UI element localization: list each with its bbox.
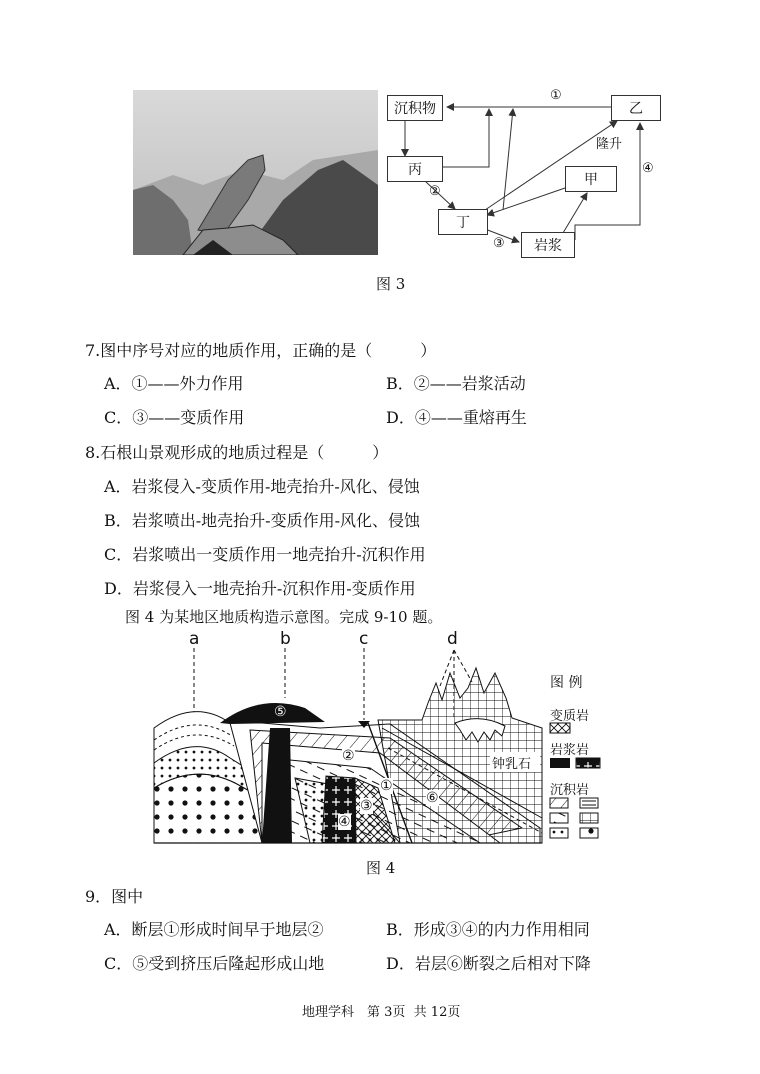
label-5: ⑤ <box>274 704 287 720</box>
question-9-option-b[interactable]: B．形成③④的内力作用相同 <box>386 920 590 939</box>
section-label-a: a <box>189 629 200 649</box>
jia-box: 甲 <box>565 166 617 192</box>
question-9-stem: 9．图中 <box>85 887 144 906</box>
arrow-label-uplift: 隆升 <box>596 137 623 152</box>
question-9-option-c[interactable]: C．⑤受到挤压后隆起形成山地 <box>104 954 325 973</box>
section-label-b: b <box>280 629 291 649</box>
arrow-label-1: ① <box>550 88 562 103</box>
legend-sedimentary: 沉积岩 <box>550 783 590 798</box>
arrow-label-3: ③ <box>493 236 505 251</box>
question-7-option-b[interactable]: B．②——岩浆活动 <box>386 374 526 393</box>
figure-4-intro: 图 4 为某地区地质构造示意图。完成 9-10 题。 <box>125 608 443 626</box>
label-1: ① <box>380 778 393 794</box>
rock-cycle-diagram <box>385 85 670 265</box>
ding-box: 丁 <box>438 209 488 235</box>
question-7-stem: 7.图中序号对应的地质作用，正确的是（ ） <box>85 341 437 360</box>
question-8-option-c[interactable]: C．岩浆喷出一变质作用一地壳抬升-沉积作用 <box>104 545 426 564</box>
question-9-option-a[interactable]: A．断层①形成时间早于地层② <box>104 920 324 939</box>
figure-4-caption: 图 4 <box>366 859 396 877</box>
label-6: ⑥ <box>426 790 439 806</box>
yi-box: 乙 <box>611 95 661 121</box>
section-label-c: c <box>359 629 369 649</box>
legend-metamorphic: 变质岩 <box>550 709 590 724</box>
question-8-stem: 8.石根山景观形成的地质过程是（ ） <box>85 443 389 462</box>
section-label-d: d <box>447 629 458 649</box>
geologic-section-diagram <box>150 628 620 848</box>
question-9-option-d[interactable]: D．岩层⑥断裂之后相对下降 <box>386 954 591 973</box>
stone-root-mountain-photo <box>133 90 378 255</box>
legend-title: 图 例 <box>550 675 583 691</box>
figure-3-caption: 图 3 <box>376 275 406 293</box>
arrow-label-4: ④ <box>642 161 654 176</box>
label-4: ④ <box>338 814 351 830</box>
stalactite-label: 钟乳石 <box>492 757 532 772</box>
question-7-option-c[interactable]: C．③——变质作用 <box>104 408 245 427</box>
sediment-box: 沉积物 <box>387 95 443 121</box>
question-8-option-b[interactable]: B．岩浆喷出-地壳抬升-变质作用-风化、侵蚀 <box>104 511 420 530</box>
question-8-option-a[interactable]: A．岩浆侵入-变质作用-地壳抬升-风化、侵蚀 <box>104 477 420 496</box>
label-2: ② <box>342 748 355 764</box>
bing-box: 丙 <box>387 156 443 182</box>
legend-igneous: 岩浆岩 <box>550 743 590 758</box>
question-7-option-d[interactable]: D．④——重熔再生 <box>386 408 527 427</box>
arrow-label-2: ② <box>429 184 441 199</box>
label-3: ③ <box>360 798 373 814</box>
question-8-option-d[interactable]: D．岩浆侵入一地壳抬升-沉积作用-变质作用 <box>104 579 416 598</box>
question-7-option-a[interactable]: A．①——外力作用 <box>104 374 244 393</box>
page-footer: 地理学科 第 3页 共 12页 <box>302 1005 461 1020</box>
magma-box: 岩浆 <box>521 232 575 258</box>
